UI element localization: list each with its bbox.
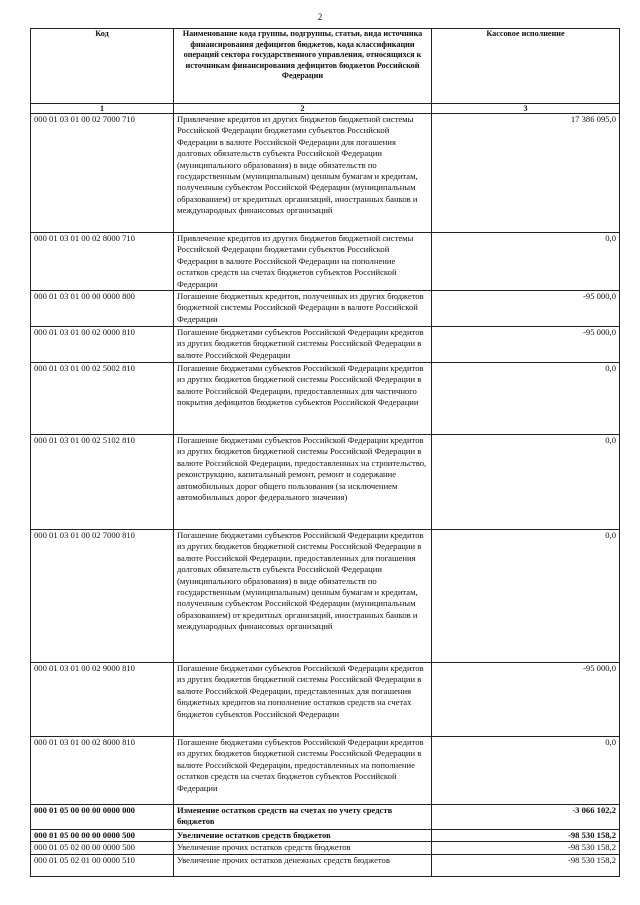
row-code: 000 01 05 00 00 00 0000 000 <box>31 805 174 830</box>
row-code: 000 01 03 01 00 02 8000 710 <box>31 233 174 291</box>
table-row <box>31 114 620 233</box>
row-name: Погашение бюджетами субъектов Российской Федерации кредитов из других бюджетов бюджетной системы Российской Федерации в валюте Российской Федерации, предоставленных на строительство, реконструкцию, капитальный ремонт, ремонт и содержание автомобильных дорог общего пользования (за исключением автомобильных дорог федерального значения) <box>174 435 432 530</box>
row-value: 0,0 <box>432 435 620 530</box>
table-row <box>31 842 620 854</box>
header-value: Кассовое исполнение <box>432 29 620 104</box>
row-name: Привлечение кредитов из других бюджетов бюджетной системы Российской Федерации бюджетами субъектов Российской Федерации в валюте Российской Федерации для погашения долговых обязательств субъекта Российской Федерации (муниципального образования) в виде обязательств по государственным (муниципальным) ценным бумагам и кредитам, полученным субъектом Российской Федерации (муниципальным образованием) от кредитных организаций, иностранных банков и международных финансовых организаций <box>174 114 432 233</box>
sources-of-financing-table <box>30 28 620 877</box>
column-number-1: 1 <box>31 104 174 114</box>
row-name: Погашение бюджетами субъектов Российской Федерации кредитов из других бюджетов бюджетной системы Российской Федерации в валюте Российской Федерации, предоставленных для погашения долговых обязательств субъекта Российской Федерации (муниципального образования) в виде обязательств по государственным (муниципальным) ценным бумагам и кредитам, полученным субъектом Российской Федерации (муниципальным образованием) от кредитных организаций, иностранных банков и международных финансовых организаций <box>174 530 432 663</box>
table-row <box>31 805 620 830</box>
column-number-3: 3 <box>432 104 620 114</box>
row-value: 0,0 <box>432 737 620 805</box>
row-value: 0,0 <box>432 233 620 291</box>
table-row <box>31 854 620 876</box>
row-name: Погашение бюджетами субъектов Российской Федерации кредитов из других бюджетов бюджетной системы Российской Федерации в валюте Российской Федерации, предоставленных на пополнение остатков средств на счетах бюджетов субъектов Российской Федерации <box>174 737 432 805</box>
row-name: Увеличение прочих остатков денежных средств бюджетов <box>174 854 432 876</box>
row-code: 000 01 03 01 00 02 5002 810 <box>31 363 174 435</box>
table-row <box>31 363 620 435</box>
row-value: -98 530 158,2 <box>432 830 620 842</box>
row-code: 000 01 03 01 00 02 5102 810 <box>31 435 174 530</box>
row-value: -95 000,0 <box>432 663 620 737</box>
table-row <box>31 530 620 663</box>
table-row <box>31 737 620 805</box>
table-row <box>31 327 620 363</box>
row-code: 000 01 03 01 00 02 0000 810 <box>31 327 174 363</box>
row-value: -95 000,0 <box>432 327 620 363</box>
table-row <box>31 830 620 842</box>
row-name: Увеличение прочих остатков средств бюджетов <box>174 842 432 854</box>
row-value: 0,0 <box>432 363 620 435</box>
row-value: 0,0 <box>432 530 620 663</box>
row-name: Изменение остатков средств на счетах по учету средств бюджетов <box>174 805 432 830</box>
row-name: Привлечение кредитов из других бюджетов бюджетной системы Российской Федерации бюджетами субъектов Российской Федерации в валюте Российской Федерации на пополнение остатков средств на счетах бюджетов субъектов Российской Федерации <box>174 233 432 291</box>
table-row <box>31 663 620 737</box>
header-code: Код <box>31 29 174 104</box>
column-number-row <box>31 104 620 114</box>
row-name: Увеличение остатков средств бюджетов <box>174 830 432 842</box>
row-name: Погашение бюджетами субъектов Российской Федерации кредитов из других бюджетов бюджетной системы Российской Федерации в валюте Российской Федерации, предоставленных для частичного покрытия дефицитов бюджетов субъектов Российской Федерации <box>174 363 432 435</box>
row-value: -98 530 158,2 <box>432 842 620 854</box>
row-code: 000 01 03 01 00 02 7000 710 <box>31 114 174 233</box>
row-name: Погашение бюджетных кредитов, полученных из других бюджетов бюджетной системы Российской Федерации в валюте Российской Федерации <box>174 291 432 327</box>
row-value: 17 386 095,0 <box>432 114 620 233</box>
row-code: 000 01 03 01 00 02 7000 810 <box>31 530 174 663</box>
row-value: -95 000,0 <box>432 291 620 327</box>
row-code: 000 01 03 01 00 02 8000 810 <box>31 737 174 805</box>
header-name: Наименование кода группы, подгруппы, статьи, вида источника финансирования дефицитов бюджетов, кода классификации операций сектора государственного управления, относящихся к источникам финансирования дефицитов бюджетов Российской Федерации <box>174 29 432 104</box>
column-number-2: 2 <box>174 104 432 114</box>
table-header-row <box>31 29 620 104</box>
row-name: Погашение бюджетами субъектов Российской Федерации кредитов из других бюджетов бюджетной системы Российской Федерации в валюте Российской Федерации, представленных для погашения бюджетных кредитов на пополнение остатков средств на счетах бюджетов субъектов Российской Федерации <box>174 663 432 737</box>
page-number: 2 <box>317 12 323 22</box>
table-row <box>31 435 620 530</box>
row-value: -98 530 158,2 <box>432 854 620 876</box>
row-value: -3 066 102,2 <box>432 805 620 830</box>
row-code: 000 01 03 01 00 02 9000 810 <box>31 663 174 737</box>
row-code: 000 01 05 02 01 00 0000 510 <box>31 854 174 876</box>
row-code: 000 01 05 02 00 00 0000 500 <box>31 842 174 854</box>
row-code: 000 01 03 01 00 00 0000 800 <box>31 291 174 327</box>
row-name: Погашение бюджетами субъектов Российской Федерации кредитов из других бюджетов бюджетной системы Российской Федерации в валюте Российской Федерации <box>174 327 432 363</box>
row-code: 000 01 05 00 00 00 0000 500 <box>31 830 174 842</box>
table-row <box>31 233 620 291</box>
table-row <box>31 291 620 327</box>
